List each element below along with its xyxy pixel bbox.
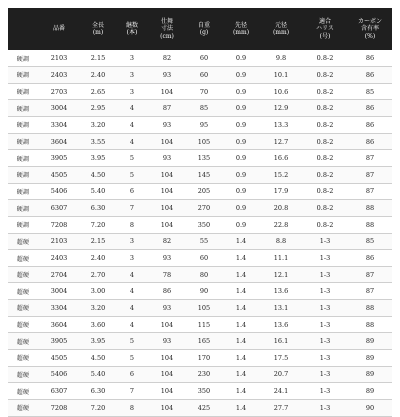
- cell-closed-length: 82: [148, 50, 186, 67]
- cell-line-rating: 1-3: [302, 316, 348, 333]
- cell-tip-dia: 0.9: [222, 216, 260, 233]
- cell-type: 硬調: [8, 216, 38, 233]
- table-row: [8, 266, 392, 283]
- cell-tip-dia: 0.9: [222, 200, 260, 217]
- cell-sections: 4: [116, 316, 148, 333]
- cell-closed-length: 104: [148, 316, 186, 333]
- cell-type: 硬調: [8, 166, 38, 183]
- header-weight: 自重 (g): [197, 21, 210, 36]
- cell-length: 3.95: [80, 150, 116, 167]
- cell-line-rating: 1-3: [302, 399, 348, 416]
- cell-sections: 4: [116, 117, 148, 134]
- cell-butt-dia: 27.7: [260, 399, 302, 416]
- cell-closed-length: 104: [148, 399, 186, 416]
- cell-weight: 425: [186, 399, 222, 416]
- cell-length: 7.20: [80, 399, 116, 416]
- cell-sections: 5: [116, 350, 148, 367]
- cell-type: 超硬: [8, 333, 38, 350]
- cell-carbon: 89: [348, 333, 392, 350]
- cell-carbon: 90: [348, 399, 392, 416]
- cell-type: 超硬: [8, 250, 38, 267]
- cell-tip-dia: 0.9: [222, 133, 260, 150]
- cell-butt-dia: 17.5: [260, 350, 302, 367]
- cell-butt-dia: 13.3: [260, 117, 302, 134]
- cell-line-rating: 0.8-2: [302, 166, 348, 183]
- cell-sections: 7: [116, 383, 148, 400]
- table-row: [8, 133, 392, 150]
- cell-line-rating: 0.8-2: [302, 216, 348, 233]
- cell-closed-length: 78: [148, 266, 186, 283]
- cell-type: 超硬: [8, 316, 38, 333]
- cell-length: 3.00: [80, 283, 116, 300]
- cell-model: 3304: [38, 300, 80, 317]
- cell-line-rating: 0.8-2: [302, 117, 348, 134]
- cell-butt-dia: 12.7: [260, 133, 302, 150]
- cell-closed-length: 82: [148, 233, 186, 250]
- cell-sections: 4: [116, 283, 148, 300]
- cell-weight: 145: [186, 166, 222, 183]
- header-line-rating: 適合 ハリス (号): [316, 17, 334, 40]
- cell-sections: 5: [116, 333, 148, 350]
- cell-line-rating: 0.8-2: [302, 183, 348, 200]
- table-row: [8, 216, 392, 233]
- table-row: [8, 166, 392, 183]
- table-body: [8, 50, 392, 416]
- cell-weight: 70: [186, 83, 222, 100]
- cell-carbon: 89: [348, 383, 392, 400]
- cell-weight: 85: [186, 100, 222, 117]
- cell-type: 超硬: [8, 350, 38, 367]
- spec-table: [8, 8, 392, 417]
- table-row: [8, 250, 392, 267]
- cell-model: 3604: [38, 316, 80, 333]
- cell-weight: 135: [186, 150, 222, 167]
- cell-weight: 95: [186, 117, 222, 134]
- cell-weight: 350: [186, 383, 222, 400]
- cell-length: 3.95: [80, 333, 116, 350]
- cell-model: 3004: [38, 100, 80, 117]
- cell-tip-dia: 1.4: [222, 399, 260, 416]
- cell-line-rating: 0.8-2: [302, 200, 348, 217]
- cell-length: 2.15: [80, 50, 116, 67]
- cell-carbon: 85: [348, 83, 392, 100]
- cell-sections: 3: [116, 50, 148, 67]
- cell-length: 6.30: [80, 200, 116, 217]
- cell-model: 6307: [38, 383, 80, 400]
- cell-length: 4.50: [80, 350, 116, 367]
- cell-model: 4505: [38, 166, 80, 183]
- cell-tip-dia: 0.9: [222, 100, 260, 117]
- header-carbon: カーボン 含有率 (%): [357, 17, 382, 40]
- cell-line-rating: 0.8-2: [302, 133, 348, 150]
- cell-model: 5406: [38, 183, 80, 200]
- table-row: [8, 399, 392, 416]
- cell-closed-length: 104: [148, 83, 186, 100]
- cell-butt-dia: 15.2: [260, 166, 302, 183]
- cell-length: 6.30: [80, 383, 116, 400]
- cell-sections: 3: [116, 233, 148, 250]
- header-butt-dia: 元径 (mm): [272, 21, 290, 36]
- cell-carbon: 86: [348, 133, 392, 150]
- cell-closed-length: 93: [148, 300, 186, 317]
- cell-butt-dia: 24.1: [260, 383, 302, 400]
- cell-tip-dia: 1.4: [222, 266, 260, 283]
- cell-carbon: 86: [348, 100, 392, 117]
- cell-line-rating: 1-3: [302, 366, 348, 383]
- cell-butt-dia: 12.9: [260, 100, 302, 117]
- cell-tip-dia: 0.9: [222, 150, 260, 167]
- cell-type: 硬調: [8, 50, 38, 67]
- cell-weight: 205: [186, 183, 222, 200]
- cell-tip-dia: 0.9: [222, 183, 260, 200]
- cell-carbon: 89: [348, 366, 392, 383]
- cell-butt-dia: 10.1: [260, 67, 302, 84]
- cell-tip-dia: 1.4: [222, 316, 260, 333]
- cell-closed-length: 104: [148, 183, 186, 200]
- cell-length: 2.40: [80, 67, 116, 84]
- cell-butt-dia: 16.1: [260, 333, 302, 350]
- cell-closed-length: 104: [148, 166, 186, 183]
- cell-tip-dia: 0.9: [222, 166, 260, 183]
- cell-type: 超硬: [8, 233, 38, 250]
- table-row: [8, 183, 392, 200]
- cell-sections: 4: [116, 100, 148, 117]
- cell-model: 2403: [38, 250, 80, 267]
- cell-weight: 60: [186, 67, 222, 84]
- cell-tip-dia: 1.4: [222, 300, 260, 317]
- cell-weight: 115: [186, 316, 222, 333]
- cell-type: 超硬: [8, 366, 38, 383]
- cell-line-rating: 0.8-2: [302, 100, 348, 117]
- cell-type: 超硬: [8, 283, 38, 300]
- cell-sections: 5: [116, 166, 148, 183]
- cell-sections: 4: [116, 300, 148, 317]
- cell-carbon: 88: [348, 316, 392, 333]
- cell-butt-dia: 13.6: [260, 283, 302, 300]
- cell-tip-dia: 1.4: [222, 350, 260, 367]
- cell-line-rating: 1-3: [302, 233, 348, 250]
- cell-tip-dia: 1.4: [222, 383, 260, 400]
- cell-carbon: 85: [348, 233, 392, 250]
- cell-closed-length: 87: [148, 100, 186, 117]
- cell-model: 3604: [38, 133, 80, 150]
- cell-length: 3.20: [80, 117, 116, 134]
- cell-carbon: 89: [348, 350, 392, 367]
- cell-tip-dia: 1.4: [222, 333, 260, 350]
- cell-closed-length: 104: [148, 200, 186, 217]
- cell-line-rating: 1-3: [302, 266, 348, 283]
- cell-butt-dia: 13.1: [260, 300, 302, 317]
- cell-closed-length: 93: [148, 250, 186, 267]
- cell-length: 3.20: [80, 300, 116, 317]
- cell-butt-dia: 12.1: [260, 266, 302, 283]
- cell-closed-length: 104: [148, 366, 186, 383]
- cell-model: 3004: [38, 283, 80, 300]
- cell-carbon: 87: [348, 166, 392, 183]
- cell-tip-dia: 1.4: [222, 283, 260, 300]
- cell-butt-dia: 20.7: [260, 366, 302, 383]
- cell-model: 2704: [38, 266, 80, 283]
- cell-sections: 3: [116, 83, 148, 100]
- cell-weight: 55: [186, 233, 222, 250]
- cell-line-rating: 0.8-2: [302, 50, 348, 67]
- cell-sections: 6: [116, 183, 148, 200]
- cell-closed-length: 104: [148, 216, 186, 233]
- cell-type: 硬調: [8, 83, 38, 100]
- table-row: [8, 316, 392, 333]
- cell-length: 5.40: [80, 183, 116, 200]
- cell-model: 2703: [38, 83, 80, 100]
- cell-carbon: 88: [348, 300, 392, 317]
- cell-length: 2.15: [80, 233, 116, 250]
- cell-sections: 8: [116, 399, 148, 416]
- cell-sections: 3: [116, 250, 148, 267]
- cell-type: 硬調: [8, 150, 38, 167]
- cell-line-rating: 1-3: [302, 383, 348, 400]
- cell-butt-dia: 13.6: [260, 316, 302, 333]
- header-type: [8, 8, 38, 50]
- cell-type: 硬調: [8, 200, 38, 217]
- cell-butt-dia: 22.8: [260, 216, 302, 233]
- cell-weight: 165: [186, 333, 222, 350]
- cell-weight: 170: [186, 350, 222, 367]
- cell-butt-dia: 16.6: [260, 150, 302, 167]
- cell-sections: 6: [116, 366, 148, 383]
- cell-carbon: 86: [348, 50, 392, 67]
- table-row: [8, 350, 392, 367]
- cell-carbon: 88: [348, 216, 392, 233]
- cell-weight: 230: [186, 366, 222, 383]
- cell-length: 2.40: [80, 250, 116, 267]
- cell-sections: 4: [116, 266, 148, 283]
- header-row: [8, 8, 392, 50]
- cell-model: 7208: [38, 216, 80, 233]
- cell-length: 5.40: [80, 366, 116, 383]
- header-tip-dia: 先径 (mm): [232, 21, 250, 36]
- cell-closed-length: 93: [148, 150, 186, 167]
- cell-carbon: 88: [348, 200, 392, 217]
- cell-tip-dia: 1.4: [222, 250, 260, 267]
- cell-weight: 90: [186, 283, 222, 300]
- cell-tip-dia: 1.4: [222, 233, 260, 250]
- cell-carbon: 87: [348, 283, 392, 300]
- cell-carbon: 86: [348, 117, 392, 134]
- cell-carbon: 87: [348, 266, 392, 283]
- cell-line-rating: 1-3: [302, 283, 348, 300]
- table-row: [8, 383, 392, 400]
- cell-sections: 4: [116, 133, 148, 150]
- cell-tip-dia: 0.9: [222, 67, 260, 84]
- cell-carbon: 87: [348, 150, 392, 167]
- cell-line-rating: 1-3: [302, 250, 348, 267]
- cell-model: 2403: [38, 67, 80, 84]
- cell-type: 硬調: [8, 100, 38, 117]
- cell-carbon: 86: [348, 67, 392, 84]
- cell-closed-length: 104: [148, 383, 186, 400]
- cell-weight: 270: [186, 200, 222, 217]
- cell-butt-dia: 20.8: [260, 200, 302, 217]
- cell-closed-length: 86: [148, 283, 186, 300]
- cell-type: 硬調: [8, 133, 38, 150]
- cell-model: 7208: [38, 399, 80, 416]
- cell-length: 2.95: [80, 100, 116, 117]
- table-row: [8, 50, 392, 67]
- table-row: [8, 200, 392, 217]
- header-sections: 継数 (本): [125, 21, 138, 36]
- cell-sections: 3: [116, 67, 148, 84]
- cell-line-rating: 1-3: [302, 333, 348, 350]
- cell-weight: 60: [186, 50, 222, 67]
- header-length: 全長 (m): [91, 21, 104, 36]
- cell-line-rating: 1-3: [302, 300, 348, 317]
- cell-closed-length: 104: [148, 350, 186, 367]
- cell-carbon: 86: [348, 250, 392, 267]
- table-row: [8, 333, 392, 350]
- cell-type: 超硬: [8, 266, 38, 283]
- table-header: [8, 8, 392, 50]
- cell-line-rating: 0.8-2: [302, 83, 348, 100]
- cell-model: 3304: [38, 117, 80, 134]
- cell-tip-dia: 1.4: [222, 366, 260, 383]
- cell-butt-dia: 11.1: [260, 250, 302, 267]
- cell-type: 超硬: [8, 300, 38, 317]
- cell-model: 2103: [38, 50, 80, 67]
- cell-tip-dia: 0.9: [222, 83, 260, 100]
- cell-weight: 80: [186, 266, 222, 283]
- cell-model: 3905: [38, 333, 80, 350]
- cell-length: 7.20: [80, 216, 116, 233]
- table-row: [8, 366, 392, 383]
- cell-closed-length: 93: [148, 117, 186, 134]
- table-row: [8, 117, 392, 134]
- cell-type: 硬調: [8, 117, 38, 134]
- cell-carbon: 87: [348, 183, 392, 200]
- cell-weight: 105: [186, 300, 222, 317]
- table-row: [8, 150, 392, 167]
- cell-weight: 105: [186, 133, 222, 150]
- cell-model: 6307: [38, 200, 80, 217]
- table-row: [8, 233, 392, 250]
- cell-model: 5406: [38, 366, 80, 383]
- cell-line-rating: 0.8-2: [302, 67, 348, 84]
- cell-weight: 350: [186, 216, 222, 233]
- cell-butt-dia: 9.8: [260, 50, 302, 67]
- cell-length: 2.65: [80, 83, 116, 100]
- cell-length: 3.55: [80, 133, 116, 150]
- table-row: [8, 283, 392, 300]
- cell-sections: 5: [116, 150, 148, 167]
- cell-butt-dia: 17.9: [260, 183, 302, 200]
- cell-line-rating: 0.8-2: [302, 150, 348, 167]
- cell-closed-length: 93: [148, 333, 186, 350]
- cell-weight: 60: [186, 250, 222, 267]
- cell-tip-dia: 0.9: [222, 117, 260, 134]
- cell-model: 4505: [38, 350, 80, 367]
- cell-butt-dia: 8.8: [260, 233, 302, 250]
- cell-model: 3905: [38, 150, 80, 167]
- cell-sections: 8: [116, 216, 148, 233]
- table-row: [8, 67, 392, 84]
- cell-length: 4.50: [80, 166, 116, 183]
- cell-length: 2.70: [80, 266, 116, 283]
- cell-length: 3.60: [80, 316, 116, 333]
- cell-closed-length: 104: [148, 133, 186, 150]
- table-row: [8, 83, 392, 100]
- header-model: 品番: [52, 25, 65, 33]
- cell-type: 超硬: [8, 383, 38, 400]
- cell-sections: 7: [116, 200, 148, 217]
- cell-closed-length: 93: [148, 67, 186, 84]
- cell-type: 硬調: [8, 183, 38, 200]
- cell-butt-dia: 10.6: [260, 83, 302, 100]
- cell-type: 硬調: [8, 67, 38, 84]
- cell-tip-dia: 0.9: [222, 50, 260, 67]
- cell-type: 超硬: [8, 399, 38, 416]
- header-closed-length: 仕舞 寸法 (cm): [160, 17, 174, 40]
- cell-line-rating: 1-3: [302, 350, 348, 367]
- table-row: [8, 300, 392, 317]
- cell-model: 2103: [38, 233, 80, 250]
- table-row: [8, 100, 392, 117]
